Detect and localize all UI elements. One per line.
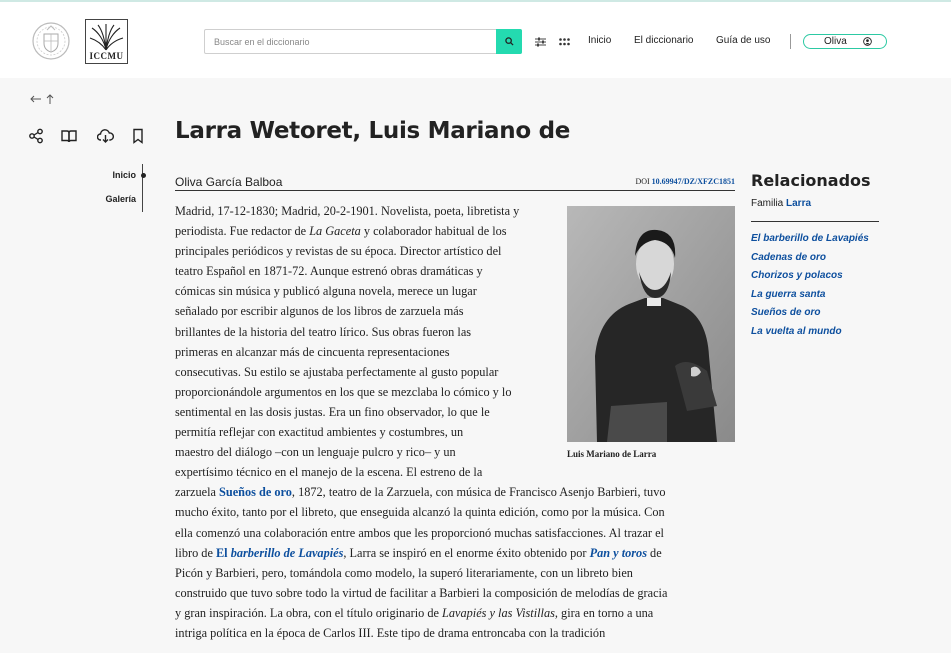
body-text-span: Madrid, 17-12-1830; Madrid, 20-2-1901. Novelista, poeta, libretista y (175, 204, 520, 218)
related-item[interactable]: La vuelta al mundo (751, 325, 842, 337)
doi-link[interactable]: 10.69947/DZ/XFZC1851 (651, 177, 735, 186)
body-text-span: expertísimo técnico en el manejo de la escena. El estreno de la (175, 465, 483, 480)
photo-caption: Luis Mariano de Larra (567, 449, 657, 459)
related-family (751, 198, 811, 209)
body-line (175, 261, 735, 281)
share-icon[interactable] (28, 128, 44, 144)
body-text-span: mucho éxito, tanto por el libreto, que enseguida alcanzó la quinta edición, como por la música. Con (175, 505, 665, 520)
body-text-span: principales periódicos y revistas de su época. Director artístico del (175, 244, 502, 259)
nav-divider (790, 34, 791, 49)
article-toc (100, 164, 143, 212)
body-line (175, 241, 735, 261)
body-line (175, 201, 735, 221)
inline-work-link[interactable]: El (215, 545, 231, 560)
site-header (0, 2, 951, 78)
author-name[interactable]: Oliva García Balboa (175, 175, 283, 189)
related-item[interactable]: El barberillo de Lavapiés (751, 233, 869, 244)
related-list (751, 233, 869, 344)
user-icon (863, 37, 872, 46)
italic-title: La Gaceta (309, 224, 361, 239)
article-body (175, 201, 735, 643)
body-text-span: , 1872, teatro de la Zarzuela, con música de Francisco Asenjo Barbieri, tuvo (291, 485, 666, 500)
family-link[interactable]: Larra (786, 198, 812, 209)
body-line (175, 442, 735, 462)
iccmu-logo[interactable] (85, 19, 128, 64)
search-box (204, 29, 522, 54)
body-text-span: señalado por escribir algunos de los libros de zarzuela más (175, 304, 464, 319)
body-line (175, 422, 735, 442)
search-input[interactable] (205, 30, 495, 53)
body-text-span: , gira en torno a una (554, 605, 654, 620)
filters-icon[interactable] (533, 35, 547, 49)
toc-item-inicio[interactable]: Inicio (112, 170, 136, 180)
apps-grid-icon[interactable] (557, 35, 571, 49)
body-line (175, 462, 735, 482)
body-text-span: intriga política en la época de Carlos III. Este tipo de drama entroncaba con la tradición (175, 625, 606, 640)
bookmark-icon[interactable] (131, 128, 147, 144)
body-line (175, 382, 735, 402)
related-heading: Relacionados (751, 171, 871, 190)
body-text-span: teatro Español en 1871-72. Aunque estrenó obras dramáticas y (175, 264, 483, 279)
body-text-span: , Larra se inspiró en el enorme éxito obtenido por (343, 545, 590, 560)
body-text-span: zarzuela (175, 485, 220, 500)
body-line (175, 603, 735, 623)
author-row (175, 174, 735, 191)
university-crest-logo[interactable] (31, 19, 71, 63)
nav-guia-de-uso[interactable]: Guía de uso (716, 35, 771, 46)
user-name: Oliva (824, 36, 847, 47)
inline-work-link[interactable]: barberillo de Lavapiés (230, 545, 344, 560)
body-text-span: consecutivas. Su estilo se ajustaba perfectamente al gusto popular (175, 364, 499, 379)
body-text-span: sentimental en las dosis justas. Era un fino observador, lo que le (175, 404, 490, 419)
search-button[interactable] (496, 29, 522, 54)
body-line (175, 221, 735, 241)
body-text-span: libro de (175, 545, 216, 560)
body-text-span: y gran inspiración. La obra, con el título originario de (175, 605, 443, 620)
body-line (175, 583, 735, 603)
body-line (175, 482, 735, 502)
cloud-download-icon[interactable] (97, 128, 113, 144)
page-title: Larra Wetoret, Luis Mariano de (175, 118, 571, 144)
body-line (175, 281, 735, 301)
toc-item-galeria[interactable]: Galería (105, 194, 136, 204)
body-line (175, 342, 735, 362)
body-text-span: proporcionándole argumentos en los que se mezclaba lo cómico y lo (175, 384, 512, 399)
iccmu-logo-text: ICCMU (89, 51, 124, 61)
related-item[interactable]: Sueños de oro (751, 307, 821, 318)
body-text-span: y colaborador habitual de los (360, 224, 507, 239)
body-line (175, 322, 735, 342)
open-book-icon[interactable] (61, 128, 77, 144)
up-arrow-icon[interactable] (47, 95, 53, 104)
body-line (175, 523, 735, 543)
doi (635, 177, 735, 186)
related-divider (751, 221, 879, 222)
body-text-span: permitía reflejar con exactitud ambientes y costumbres, un (175, 425, 464, 440)
body-text-span: cómicas sin música y publicó alguna novela, merece un lugar (175, 284, 477, 299)
body-text-span: construido que tuvo sobre todo la virtud de facilitar a Barbieri la composición de melodías de gracia (175, 585, 668, 600)
inline-work-link[interactable]: Sueños de oro (219, 485, 292, 500)
body-text-span: brillantes de la historia del teatro lírico. Sus obras fueron las (175, 324, 472, 339)
body-line (175, 402, 735, 422)
doi-label: DOI (635, 177, 650, 186)
nav-el-diccionario[interactable]: El diccionario (634, 35, 694, 46)
inline-work-link[interactable]: Pan y toros (589, 545, 647, 560)
body-text-span: periodista. Fue redactor de (175, 224, 310, 239)
italic-title: Lavapiés y las Vistillas (442, 605, 555, 620)
back-arrow-icon[interactable] (31, 96, 41, 102)
body-text-span: Picón y Barbieri, pero, tomándola como modelo, la superó literariamente, con un libreto bien (175, 565, 633, 580)
body-line (175, 362, 735, 382)
back-up-nav (30, 93, 58, 108)
family-label: Familia (751, 198, 784, 209)
body-text-span: de (646, 545, 662, 560)
body-text-span: primeras en alcanzar más de cincuenta representaciones (175, 344, 450, 359)
search-icon (505, 37, 514, 46)
user-account-button[interactable] (803, 34, 887, 49)
body-line (175, 543, 735, 563)
body-line (175, 563, 735, 583)
body-text-span: maestro del diálogo –con un lenguaje pulcro y rico– y un (175, 445, 456, 460)
related-item[interactable]: Cadenas de oro (751, 251, 827, 263)
nav-inicio[interactable]: Inicio (588, 35, 612, 46)
body-line (175, 623, 735, 643)
body-line (175, 301, 735, 321)
related-item[interactable]: La guerra santa (751, 288, 826, 300)
body-line (175, 502, 735, 522)
related-item[interactable]: Chorizos y polacos (751, 270, 843, 281)
toc-active-dot (141, 173, 146, 178)
body-text-span: ella comenzó una colaboración entre ambos que les proporcionó muchas satisfacciones. Al trazar el (175, 525, 664, 540)
